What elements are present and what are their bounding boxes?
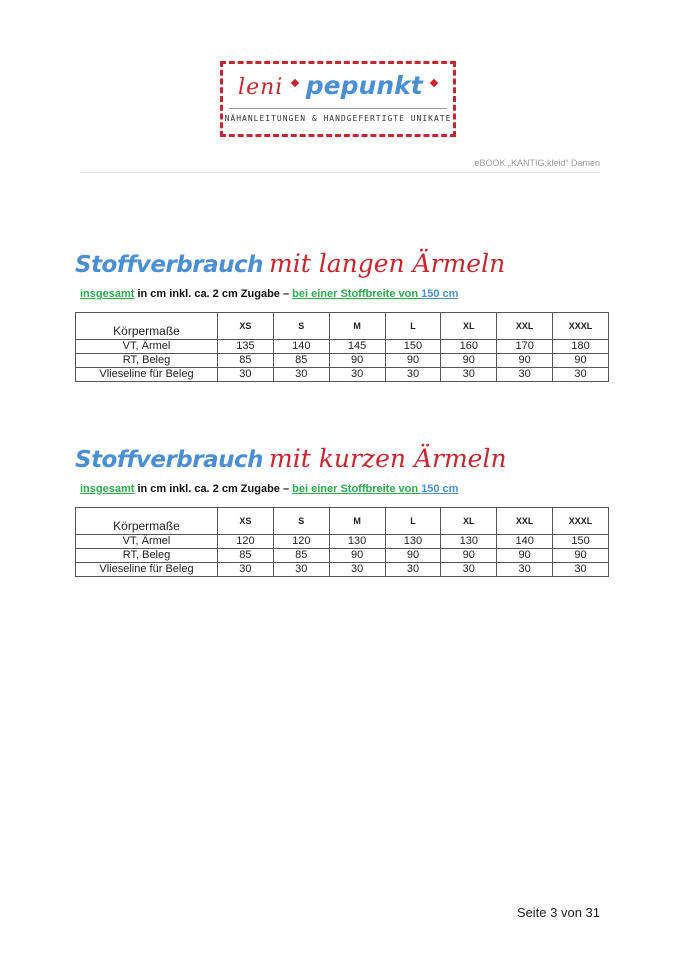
table-row xyxy=(76,535,609,549)
table-cell: 140 xyxy=(273,340,329,354)
table-header-cell: L xyxy=(385,508,441,535)
table-cell: 85 xyxy=(218,354,274,368)
table-cell: 90 xyxy=(497,549,553,563)
subtitle-middle: in cm inkl. ca. 2 cm Zugabe – xyxy=(134,483,293,495)
table-header-first: Körpermaße xyxy=(76,313,218,340)
table-cell: 30 xyxy=(441,368,497,382)
table-cell: 90 xyxy=(497,354,553,368)
logo-name xyxy=(223,70,453,103)
table-cell: 30 xyxy=(218,368,274,382)
subtitle-total: insgesamt xyxy=(80,483,135,495)
logo xyxy=(220,61,456,137)
table-cell: 90 xyxy=(329,354,385,368)
table-header-cell: XXL xyxy=(497,313,553,340)
section-subtitle xyxy=(80,483,609,495)
table-cell: 30 xyxy=(553,368,609,382)
table-cell: 30 xyxy=(273,563,329,577)
heart-icon xyxy=(430,79,438,87)
table-cell: 150 xyxy=(385,340,441,354)
logo-divider xyxy=(229,108,447,109)
section-title-part2: mit langen Ärmeln xyxy=(269,249,506,278)
table-header-cell: M xyxy=(329,313,385,340)
table-cell: 120 xyxy=(273,535,329,549)
logo-name-part2: pepunkt xyxy=(305,71,423,100)
table-cell: 120 xyxy=(218,535,274,549)
table-cell: 85 xyxy=(218,549,274,563)
table-cell: 90 xyxy=(385,354,441,368)
table-row xyxy=(76,368,609,382)
ebook-label: eBOOK „KANTIG.kleid“ Damen xyxy=(474,158,600,168)
heart-icon xyxy=(290,79,298,87)
table-cell: 130 xyxy=(441,535,497,549)
table-cell: 90 xyxy=(553,549,609,563)
subtitle-total: insgesamt xyxy=(80,288,135,300)
section-title xyxy=(75,441,609,477)
table-cell: 130 xyxy=(385,535,441,549)
subtitle-width-value: 150 cm xyxy=(421,288,459,300)
table-cell: 170 xyxy=(497,340,553,354)
section-title xyxy=(75,246,609,282)
section-subtitle xyxy=(80,288,609,300)
table-header-cell: M xyxy=(329,508,385,535)
table-cell: 90 xyxy=(329,549,385,563)
table-cell: 180 xyxy=(553,340,609,354)
page-number: Seite 3 von 31 xyxy=(516,905,600,920)
table-row xyxy=(76,563,609,577)
table-cell: 30 xyxy=(273,368,329,382)
table-cell: 160 xyxy=(441,340,497,354)
table-header-cell: XXXL xyxy=(553,508,609,535)
fabric-table xyxy=(75,507,609,577)
table-row-label: Vlieseline für Beleg xyxy=(76,368,218,382)
table-row-label: VT, Ärmel xyxy=(76,535,218,549)
table-header-cell: XS xyxy=(218,508,274,535)
table-cell: 85 xyxy=(273,354,329,368)
table-row-label: Vlieseline für Beleg xyxy=(76,563,218,577)
table-header-cell: XL xyxy=(441,313,497,340)
table-header-first: Körpermaße xyxy=(76,508,218,535)
table-header-cell: XS xyxy=(218,313,274,340)
table-header-cell: L xyxy=(385,313,441,340)
table-header-row xyxy=(76,508,609,535)
section-title-part2: mit kurzen Ärmeln xyxy=(269,444,507,473)
table-header-row xyxy=(76,313,609,340)
table-cell: 90 xyxy=(385,549,441,563)
section-long-sleeves xyxy=(75,246,609,382)
table-cell: 30 xyxy=(385,368,441,382)
table-cell: 90 xyxy=(553,354,609,368)
subtitle-width-value: 150 cm xyxy=(421,483,459,495)
table-cell: 90 xyxy=(441,354,497,368)
section-title-part1: Stoffverbrauch xyxy=(75,447,264,473)
header-divider xyxy=(80,172,600,173)
table-cell: 30 xyxy=(553,563,609,577)
table-row xyxy=(76,340,609,354)
table-cell: 30 xyxy=(385,563,441,577)
table-cell: 30 xyxy=(329,563,385,577)
table-cell: 90 xyxy=(441,549,497,563)
table-cell: 145 xyxy=(329,340,385,354)
table-row-label: VT, Ärmel xyxy=(76,340,218,354)
subtitle-width-text: bei einer Stoffbreite von xyxy=(292,483,422,495)
table-cell: 30 xyxy=(497,563,553,577)
section-short-sleeves xyxy=(75,441,609,577)
section-title-part1: Stoffverbrauch xyxy=(75,252,264,278)
table-cell: 30 xyxy=(329,368,385,382)
subtitle-width-text: bei einer Stoffbreite von xyxy=(292,288,422,300)
table-cell: 30 xyxy=(497,368,553,382)
table-header-cell: S xyxy=(273,508,329,535)
table-header-cell: XXL xyxy=(497,508,553,535)
table-cell: 130 xyxy=(329,535,385,549)
table-cell: 150 xyxy=(553,535,609,549)
table-row xyxy=(76,354,609,368)
logo-name-part1: leni xyxy=(238,75,284,100)
fabric-table xyxy=(75,312,609,382)
table-header-cell: XXXL xyxy=(553,313,609,340)
table-header-cell: XL xyxy=(441,508,497,535)
table-cell: 140 xyxy=(497,535,553,549)
table-cell: 85 xyxy=(273,549,329,563)
table-cell: 30 xyxy=(218,563,274,577)
table-header-cell: S xyxy=(273,313,329,340)
table-row-label: RT, Beleg xyxy=(76,354,218,368)
logo-tagline: NÄHANLEITUNGEN & HANDGEFERTIGTE UNIKATE xyxy=(224,114,452,123)
subtitle-middle: in cm inkl. ca. 2 cm Zugabe – xyxy=(134,288,293,300)
table-cell: 30 xyxy=(441,563,497,577)
table-cell: 135 xyxy=(218,340,274,354)
table-row-label: RT, Beleg xyxy=(76,549,218,563)
table-row xyxy=(76,549,609,563)
